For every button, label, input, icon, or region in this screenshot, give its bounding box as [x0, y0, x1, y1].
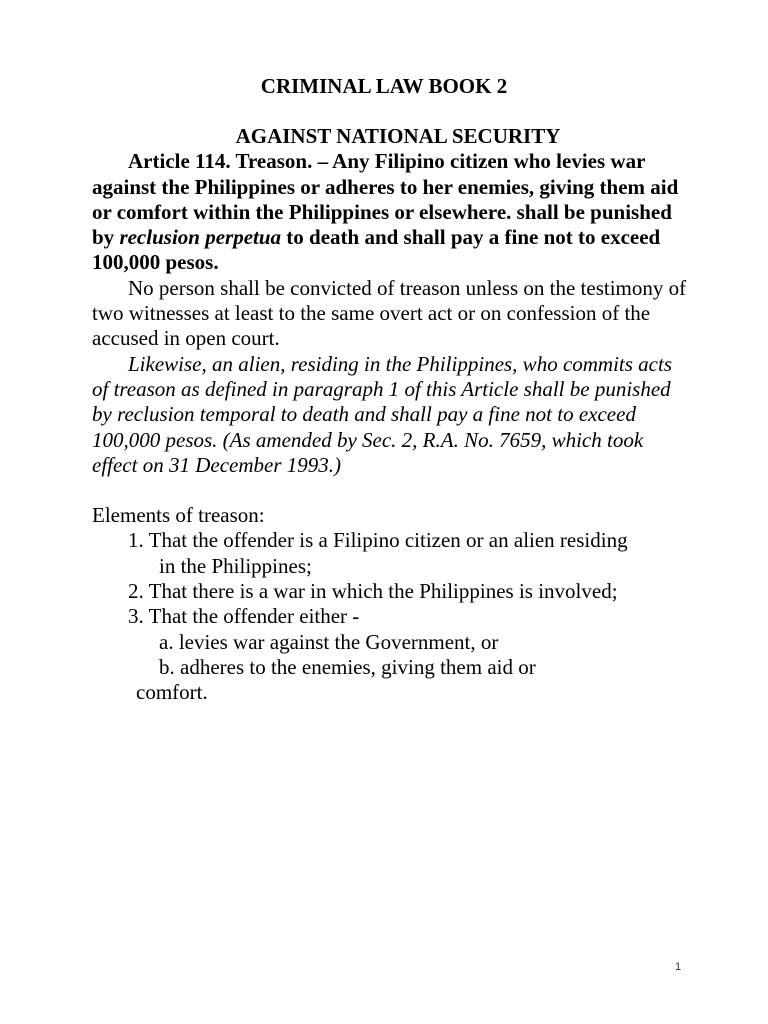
document-title: CRIMINAL LAW BOOK 2 — [260, 74, 508, 98]
testimony-paragraph: No person shall be convicted of treason unless on the testimony of two witnesses at least to the same overt act or on confession of the accused in open court. — [92, 275, 687, 351]
document-body — [92, 124, 692, 706]
element-1-item — [92, 528, 692, 553]
section-heading: AGAINST NATIONAL SECURITY — [235, 124, 561, 148]
element-3-item: 3. That the offender either - — [128, 604, 360, 629]
element-3b-continuation: comfort. — [136, 680, 208, 705]
element-3a-item: a. levies war against the Government, or — [159, 629, 499, 654]
blank-line — [92, 478, 692, 503]
alien-paragraph: Likewise, an alien, residing in the Philippines, who commits acts of treason as defined in paragraph 1 of this Article shall be punished by reclusion temporal to death and shall pay a fine not to exceed 100,000 pesos. (As amended by Sec. 2, R.A. No. 7659, which took effect on 31 December 1993.) — [92, 351, 673, 477]
element-3b-item: b. adheres to the enemies, giving them aid or — [159, 654, 536, 679]
article-114-paragraph — [92, 149, 692, 275]
page-number: 1 — [674, 961, 682, 973]
elements-heading: Elements of treason: — [92, 503, 265, 528]
article-heading-text: Article 114. Treason. – Any Filipino citizen who levies war against the Philippines or adheres to her enemies, giving them aid or comfort within the Philippines or elsewhere. shall be punished by — [92, 149, 679, 250]
element-1-line1: 1. That the offender is a Filipino citizen or an alien residing — [128, 528, 628, 553]
article-tail-text: to death and shall pay a fine not to exceed 100,000 pesos. — [92, 225, 661, 275]
element-1-continuation: in the Philippines; — [159, 553, 312, 578]
article-italic-term: reclusion perpetua — [119, 225, 282, 250]
element-2-item: 2. That there is a war in which the Philippines is involved; — [128, 579, 618, 604]
